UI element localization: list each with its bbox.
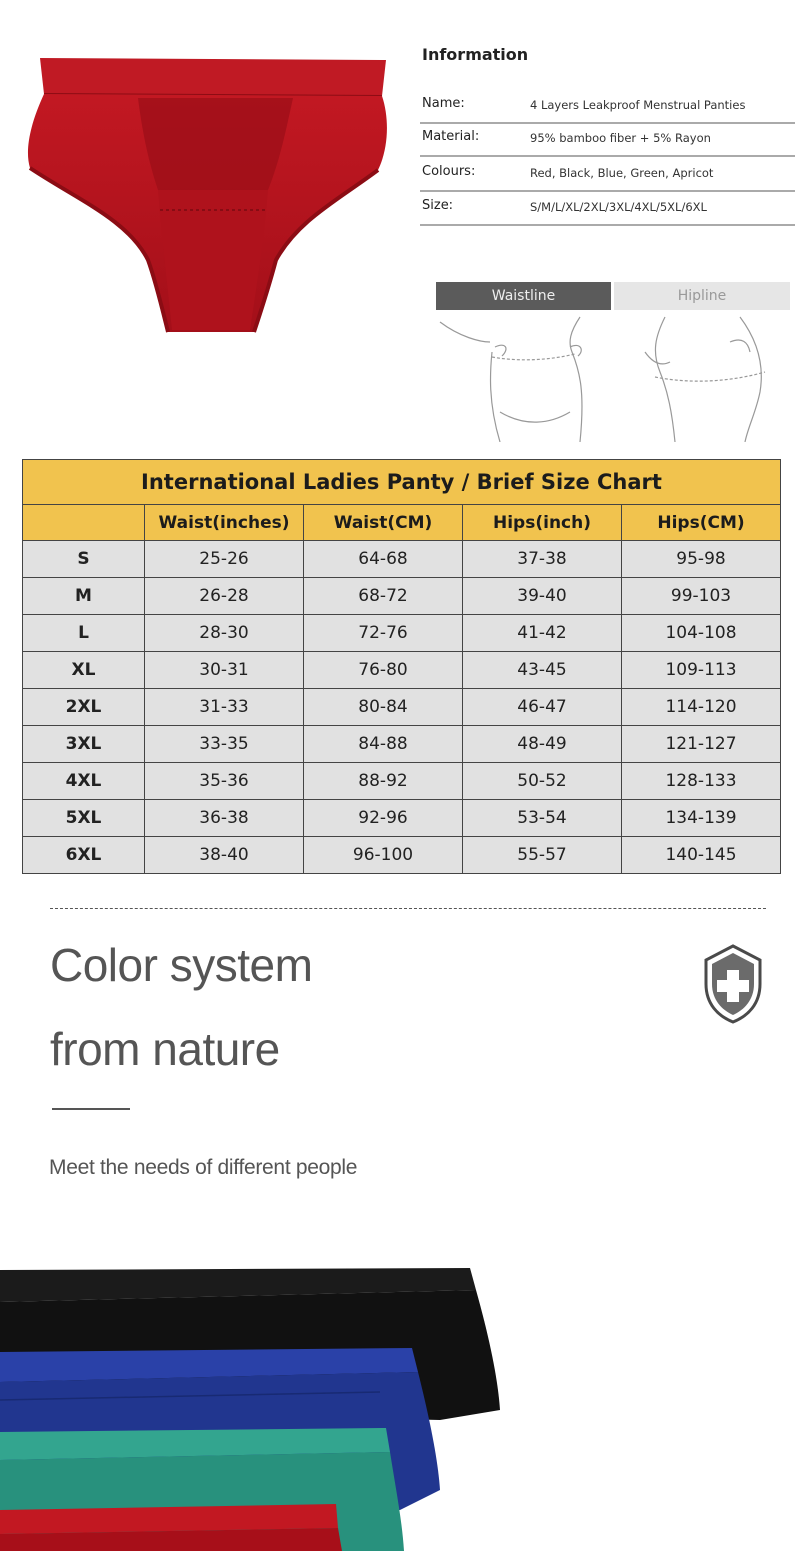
hips-inch-cell: 43-45 (463, 652, 622, 689)
waist-cm-cell: 80-84 (304, 689, 463, 726)
hips-inch-cell: 41-42 (463, 615, 622, 652)
tagline: Meet the needs of different people (49, 1156, 358, 1179)
size-label: 3XL (23, 726, 145, 763)
size-label: M (23, 578, 145, 615)
info-value: S/M/L/XL/2XL/3XL/4XL/5XL/6XL (530, 200, 707, 214)
hips-inch-cell: 53-54 (463, 800, 622, 837)
table-row (23, 800, 781, 837)
dashed-divider (50, 908, 766, 909)
header-hips-inch: Hips(inch) (463, 505, 622, 541)
waist-cm-cell: 92-96 (304, 800, 463, 837)
header-waist-inches: Waist(inches) (145, 505, 304, 541)
waist-cm-cell: 68-72 (304, 578, 463, 615)
hips-cm-cell: 95-98 (622, 541, 781, 578)
waist-inches-cell: 31-33 (145, 689, 304, 726)
hips-inch-cell: 39-40 (463, 578, 622, 615)
size-label: S (23, 541, 145, 578)
size-chart-title: International Ladies Panty / Brief Size Chart (23, 460, 781, 505)
table-row (23, 726, 781, 763)
hips-cm-cell: 104-108 (622, 615, 781, 652)
hips-cm-cell: 128-133 (622, 763, 781, 800)
waist-inches-cell: 28-30 (145, 615, 304, 652)
hips-inch-cell: 46-47 (463, 689, 622, 726)
red-panty-product-image (18, 50, 398, 350)
table-row (23, 652, 781, 689)
size-chart-table (22, 459, 781, 874)
tab-waistline[interactable]: Waistline (436, 282, 611, 310)
hips-cm-cell: 134-139 (622, 800, 781, 837)
info-key: Name: (422, 96, 465, 111)
size-label: XL (23, 652, 145, 689)
info-row-name (420, 90, 795, 124)
size-label: L (23, 615, 145, 652)
waist-inches-cell: 25-26 (145, 541, 304, 578)
size-label: 5XL (23, 800, 145, 837)
color-system-heading: Color system (50, 939, 313, 991)
waist-inches-cell: 26-28 (145, 578, 304, 615)
header-hips-cm: Hips(CM) (622, 505, 781, 541)
hips-cm-cell: 99-103 (622, 578, 781, 615)
waist-inches-cell: 35-36 (145, 763, 304, 800)
stacked-panties-image (0, 1260, 520, 1551)
waist-cm-cell: 96-100 (304, 837, 463, 874)
body-measurement-sketch (430, 312, 795, 442)
hips-inch-cell: 55-57 (463, 837, 622, 874)
info-row-size (420, 192, 795, 226)
hips-inch-cell: 50-52 (463, 763, 622, 800)
table-row (23, 689, 781, 726)
info-row-colours (420, 158, 795, 192)
waist-cm-cell: 88-92 (304, 763, 463, 800)
size-label: 2XL (23, 689, 145, 726)
size-label: 4XL (23, 763, 145, 800)
waist-inches-cell: 36-38 (145, 800, 304, 837)
info-key: Colours: (422, 164, 476, 179)
information-title: Information (422, 45, 529, 64)
hips-cm-cell: 114-120 (622, 689, 781, 726)
table-row (23, 615, 781, 652)
table-row (23, 541, 781, 578)
medical-cross-shield-icon (702, 944, 764, 1024)
waist-inches-cell: 38-40 (145, 837, 304, 874)
waist-cm-cell: 84-88 (304, 726, 463, 763)
hips-cm-cell: 121-127 (622, 726, 781, 763)
waist-cm-cell: 64-68 (304, 541, 463, 578)
hips-cm-cell: 109-113 (622, 652, 781, 689)
short-divider (52, 1108, 130, 1110)
info-row-material (420, 123, 795, 157)
waist-cm-cell: 76-80 (304, 652, 463, 689)
hips-cm-cell: 140-145 (622, 837, 781, 874)
size-label: 6XL (23, 837, 145, 874)
info-value: 95% bamboo fiber + 5% Rayon (530, 131, 711, 145)
header-waist-cm: Waist(CM) (304, 505, 463, 541)
info-value: Red, Black, Blue, Green, Apricot (530, 166, 714, 180)
waist-inches-cell: 30-31 (145, 652, 304, 689)
table-row (23, 837, 781, 874)
from-nature-heading: from nature (50, 1023, 280, 1075)
waist-cm-cell: 72-76 (304, 615, 463, 652)
hips-inch-cell: 37-38 (463, 541, 622, 578)
info-key: Size: (422, 198, 454, 213)
tab-hipline[interactable]: Hipline (614, 282, 790, 310)
table-row (23, 578, 781, 615)
info-value: 4 Layers Leakproof Menstrual Panties (530, 98, 746, 112)
waist-inches-cell: 33-35 (145, 726, 304, 763)
hips-inch-cell: 48-49 (463, 726, 622, 763)
table-row (23, 763, 781, 800)
header-size (23, 505, 145, 541)
info-key: Material: (422, 129, 480, 144)
